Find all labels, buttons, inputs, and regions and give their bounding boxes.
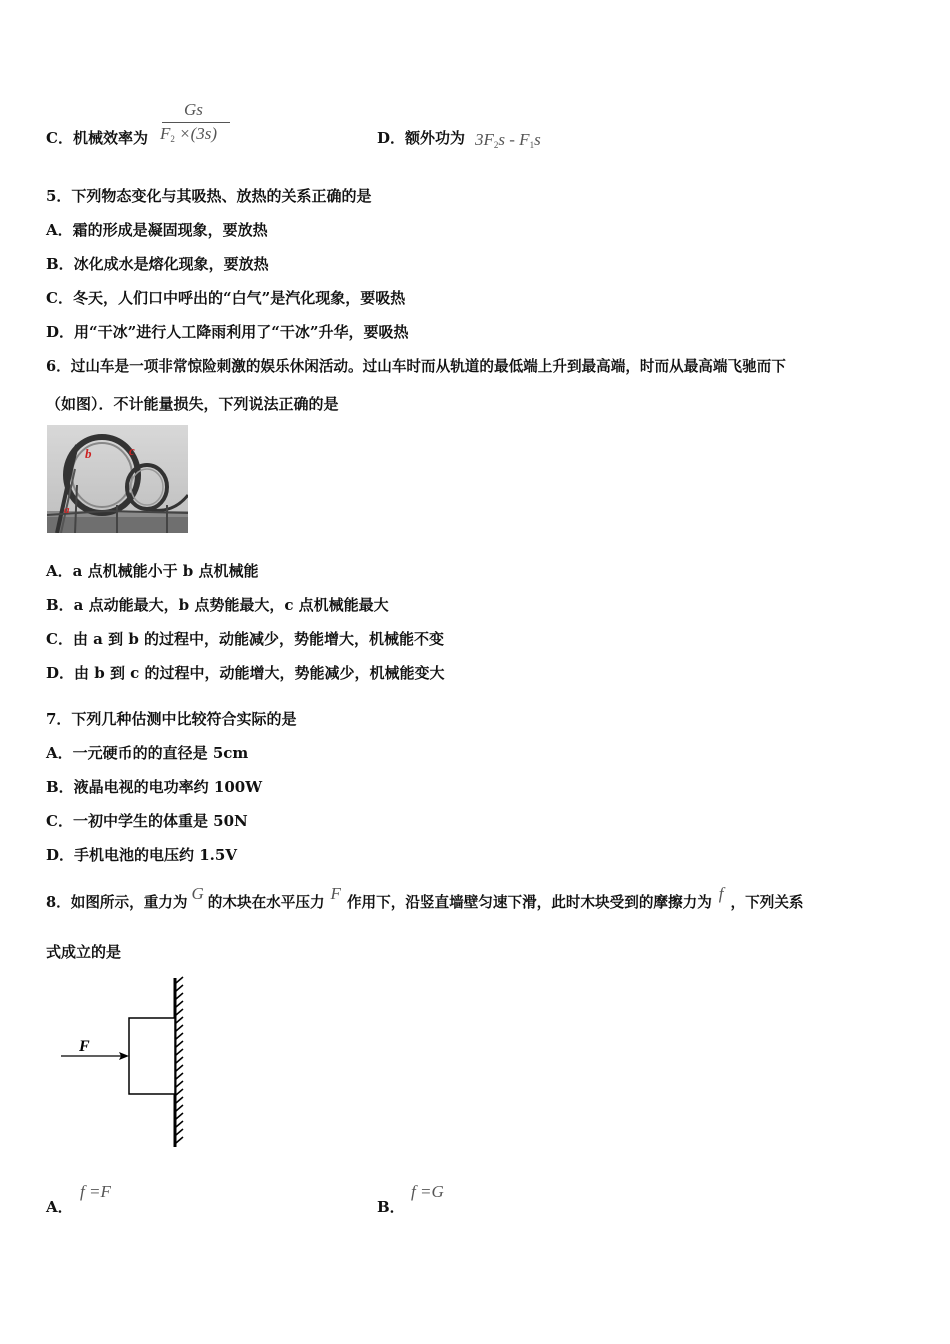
fraction-bar [162, 122, 230, 123]
q8-option-b-label: B． [377, 1198, 405, 1216]
q6-option-c: C．由 a 到 b 的过程中，动能减少，势能增大，机械能不变 [46, 630, 445, 648]
q6-stem-line2: （如图）．不计能量损失，下列说法正确的是 [46, 395, 339, 413]
q7-option-a: A．一元硬币的的直径是 5cm [46, 744, 249, 762]
photo-label-c: c [129, 443, 135, 458]
q5-option-c: C．冬天，人们口中呼出的“白气”是汽化现象，要吸热 [46, 289, 406, 307]
q5-option-b: B．冰化成水是熔化现象，要放热 [46, 255, 269, 273]
q6-option-d: D．由 b 到 c 的过程中，动能增大，势能减少，机械能变大 [46, 664, 445, 682]
q8-stem-line1: 8．如图所示，重力为 G 的木块在水平压力 F 作用下，沿竖直墙壁匀速下滑，此时木块受到的摩擦力为 f ，下列关系 [46, 884, 804, 911]
efficiency-fraction [160, 100, 235, 150]
q8-option-a-expression: f =F [80, 1182, 111, 1201]
q6-option-a: A．a 点机械能小于 b 点机械能 [46, 562, 259, 580]
extra-work-expression: $3F_2s - F_1s$ [475, 130, 541, 150]
q6-stem-line1: 6．过山车是一项非常惊险刺激的娱乐休闲活动。过山车时而从轨道的最低端上升到最高端，时而从最高端飞驰而下 [46, 358, 786, 375]
fraction-denominator: $F_2 \times(3s)$ [160, 124, 218, 144]
q6-option-b: B．a 点动能最大，b 点势能最大，c 点机械能最大 [46, 596, 389, 614]
q8-stem-line2: 式成立的是 [46, 943, 122, 961]
q5-option-d: D．用“干冰”进行人工降雨利用了“干冰”升华，要吸热 [46, 323, 409, 341]
option-d-label: D．额外功为 [377, 129, 466, 147]
q7-stem: 7．下列几种估测中比较符合实际的是 [46, 710, 297, 728]
diagram-label-f: F [79, 1038, 90, 1055]
symbol-friction: f [718, 884, 724, 903]
q8-option-b-expression: f =G [411, 1182, 444, 1201]
photo-label-b: b [85, 446, 92, 461]
q7-option-b: B．液晶电视的电功率约 100W [46, 778, 263, 796]
q8-option-a-label: A． [46, 1198, 73, 1216]
symbol-f: F [330, 884, 341, 903]
fraction-numerator: Gs [184, 100, 203, 119]
symbol-g: G [191, 884, 204, 903]
option-c-label: C．机械效率为 [46, 129, 148, 147]
roller-coaster-photo [47, 425, 188, 533]
photo-label-a: a [64, 504, 70, 516]
q5-stem: 5．下列物态变化与其吸热、放热的关系正确的是 [46, 187, 372, 205]
q7-option-d: D．手机电池的电压约 1.5V [46, 846, 237, 864]
block-wall-diagram [55, 975, 195, 1150]
q5-option-a: A．霜的形成是凝固现象，要放热 [46, 221, 268, 239]
q7-option-c: C．一初中学生的体重是 50N [46, 812, 248, 830]
